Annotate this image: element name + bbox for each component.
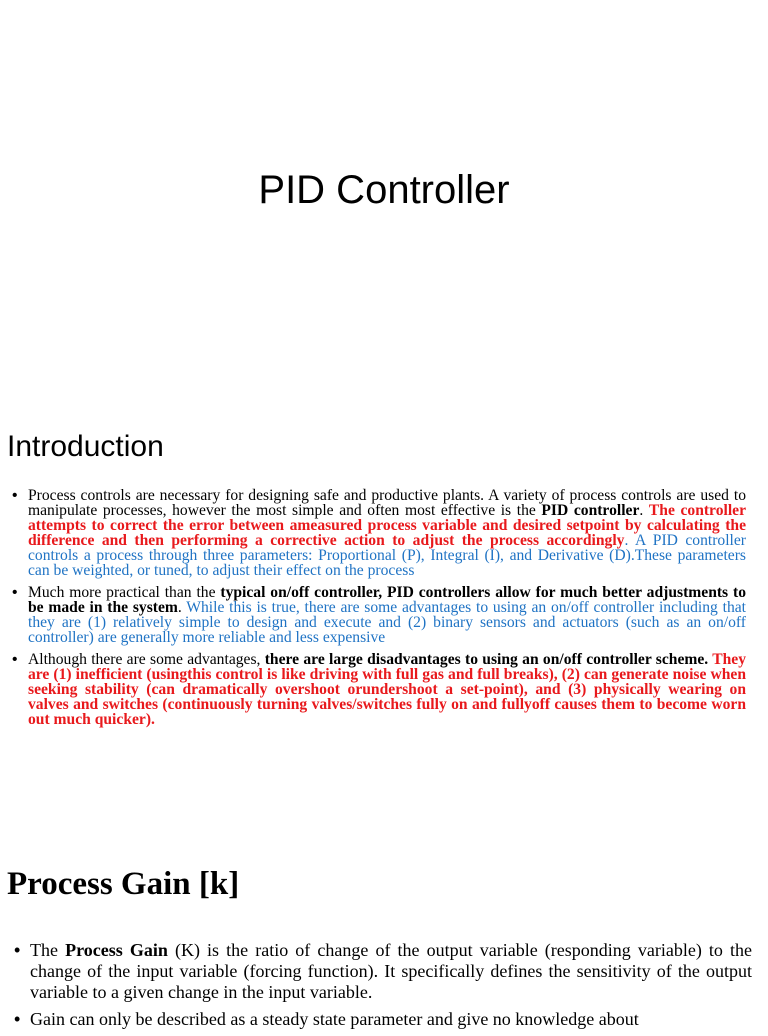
bullet-mark: • <box>14 940 21 960</box>
intro-bullet-2 <box>12 585 746 645</box>
gain-bullet-1 <box>14 940 752 1003</box>
gain-bullet-1-text-b: (K) is the ratio of change of the output variable (responding variable) to the change of the input variable (forcing function). It specifically defines the sensitivity of the output variable to a given change in the input variable. <box>30 940 752 1002</box>
process-gain-heading: Process Gain [k] <box>7 866 240 902</box>
gain-bullet-1-emphasis: Process Gain <box>65 940 168 960</box>
process-gain-slide <box>0 830 768 1029</box>
intro-bullet-1-red-text: The controller attempts to correct the error between ameasured process variable and desired setpoint by calculating the difference and then performing a corrective action to adjust the process accordingly <box>28 502 746 549</box>
introduction-bullet-list <box>12 488 746 734</box>
intro-bullet-3-red-text: They are (1) inefficient (usingthis control is like driving with full gas and full breaks), (2) can generate noise when seeking stability (can dramatically overshoot orundershoot a set-point), and (3) physically wearing on valves and switches (continuously turning valves/switches fully on and fullyoff causes them to become worn out much quicker) <box>28 651 746 728</box>
bullet-mark: • <box>14 1009 21 1029</box>
intro-bullet-2-text-a: Much more practical than the <box>28 584 221 601</box>
intro-bullet-1-blue-text: A PID controller controls a process through three parameters: Proportional (P), Integral (I), and Derivative (D).These parameters can be weighted, or tuned, to adjust their effect on the process <box>28 532 746 579</box>
intro-bullet-3-text-a: Although there are some advantages, <box>28 651 265 668</box>
intro-bullet-1-text-a: Process controls are necessary for designing safe and productive plants. A variety of process controls are used to manipulate processes, however the most simple and often most effective is the <box>28 487 746 519</box>
intro-bullet-1-emphasis: PID controller <box>541 502 640 519</box>
slide-title: PID Controller <box>258 168 510 212</box>
intro-bullet-2-text-b: . <box>177 599 187 616</box>
gain-bullet-2-text: Gain can only be described as a steady state parameter and give no knowledge about <box>30 1009 639 1029</box>
bullet-mark: • <box>12 584 18 601</box>
bullet-mark: • <box>12 651 18 668</box>
intro-bullet-1-period: . <box>624 532 635 549</box>
title-slide <box>0 0 768 400</box>
introduction-slide <box>0 400 768 830</box>
intro-bullet-2-blue-text: While this is true, there are some advantages to using an on/off controller including that they are (1) relatively simple to design and execute and (2) binary sensors and actuators (such as an on/off controller) are generally more reliable and less expensive <box>28 599 746 646</box>
intro-bullet-1 <box>12 488 746 578</box>
intro-bullet-3-emphasis: there are large disadvantages to using an on/off controller scheme. <box>264 651 713 668</box>
intro-bullet-1-text-b: . <box>639 502 649 519</box>
process-gain-bullet-list <box>14 940 752 1036</box>
intro-bullet-2-emphasis: typical on/off controller, PID controllers allow for much better adjustments to be made in the system <box>28 584 746 616</box>
intro-bullet-3-period: . <box>151 711 155 728</box>
gain-bullet-2 <box>14 1009 752 1030</box>
bullet-mark: • <box>12 487 18 504</box>
intro-bullet-3 <box>12 652 746 727</box>
introduction-heading: Introduction <box>7 430 164 463</box>
gain-bullet-1-text-a: The <box>30 940 66 960</box>
